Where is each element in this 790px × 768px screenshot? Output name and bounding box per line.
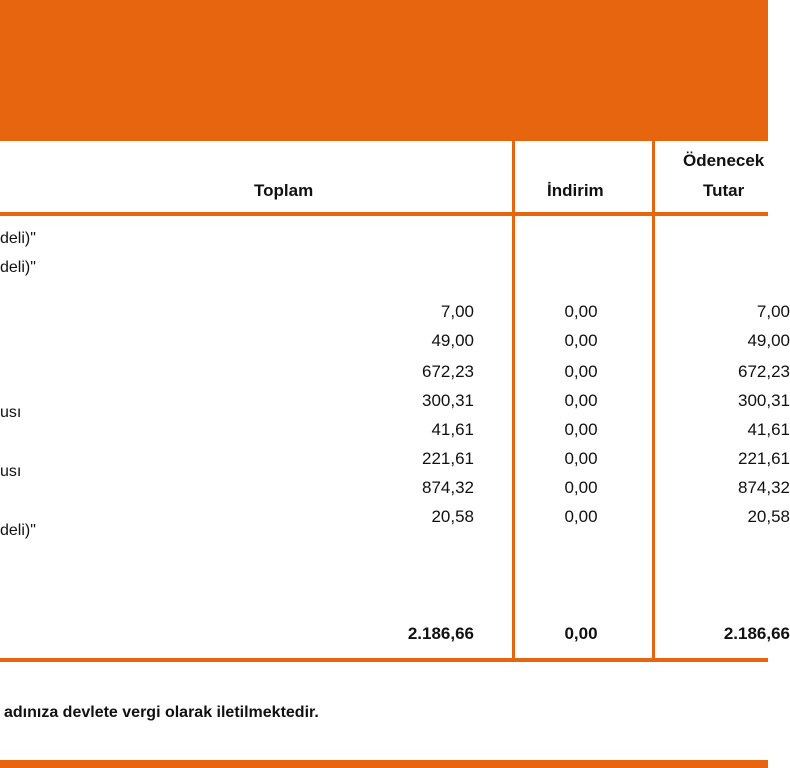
header-discount: İndirim [547, 181, 604, 200]
column-divider-total [512, 138, 515, 662]
row-total: 49,00 [431, 331, 474, 350]
row-label: deli)" [0, 522, 36, 539]
row-payable: 49,00 [747, 331, 790, 350]
header-payable-line1: Ödenecek [683, 151, 765, 170]
footnote-text: adınıza devlete vergi olarak iletilmektedir. [4, 704, 319, 721]
row-discount: 0,00 [564, 391, 598, 410]
row-payable: 41,61 [747, 420, 790, 439]
row-discount: 0,00 [564, 362, 598, 381]
row-total: 20,58 [431, 507, 474, 526]
column-divider-discount [652, 138, 655, 662]
row-discount: 0,00 [564, 302, 598, 321]
row-total: 874,32 [422, 478, 474, 497]
header-total: Toplam [254, 181, 314, 200]
row-total: 7,00 [440, 302, 474, 321]
row-label: usı [0, 463, 22, 480]
row-discount: 0,00 [564, 478, 598, 497]
grand-discount: 0,00 [564, 624, 598, 643]
orange-header-banner [0, 0, 768, 138]
row-payable: 20,58 [747, 507, 790, 526]
row-discount: 0,00 [564, 449, 598, 468]
header-payable-line2: Tutar [703, 181, 745, 200]
row-total: 41,61 [431, 420, 474, 439]
row-discount: 0,00 [564, 420, 598, 439]
row-label: usı [0, 404, 22, 421]
row-total: 672,23 [422, 362, 474, 381]
row-discount: 0,00 [564, 331, 598, 350]
row-payable: 672,23 [738, 362, 790, 381]
row-payable: 874,32 [738, 478, 790, 497]
row-total: 221,61 [422, 449, 474, 468]
row-total: 300,31 [422, 391, 474, 410]
row-label: deli)" [0, 230, 36, 247]
page-bottom-border [0, 760, 768, 768]
row-discount: 0,00 [564, 507, 598, 526]
grand-total: 2.186,66 [407, 624, 474, 643]
row-payable: 7,00 [756, 302, 790, 321]
row-label: deli)" [0, 259, 36, 276]
row-payable: 300,31 [738, 391, 790, 410]
grand-payable: 2.186,66 [723, 624, 790, 643]
row-payable: 221,61 [738, 449, 790, 468]
